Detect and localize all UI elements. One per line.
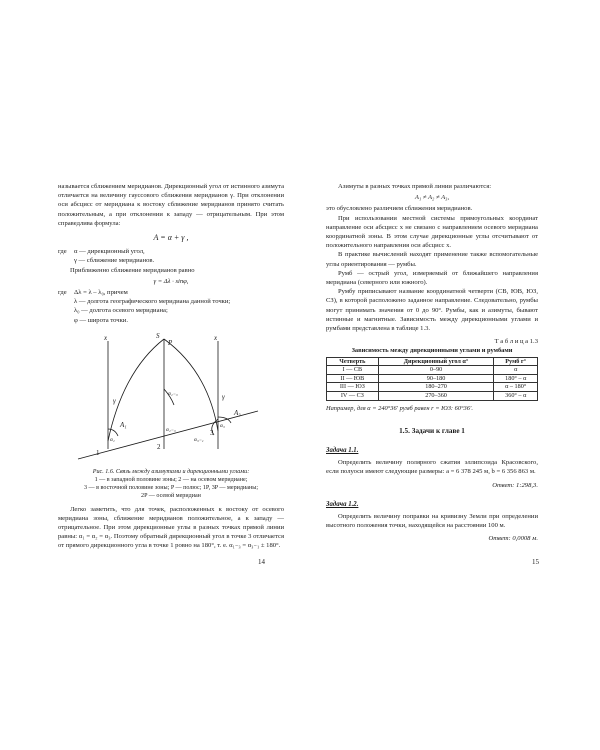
right-paragraph-1: Азимуты в разных точках прямой линии различаются: [338, 183, 492, 190]
label-alpha3: α₃ [220, 422, 225, 429]
label-alpha12: α₁₋₃ [168, 390, 178, 397]
definition-item: где α — дирекционный угол, [58, 248, 145, 256]
table-cell: IV — СЗ [327, 392, 379, 401]
convergence-formula: γ = Δλ · sinφ, [153, 277, 189, 285]
definitions-list-1 [58, 247, 284, 265]
figure-azimuth-diagram [68, 331, 268, 466]
right-page [326, 182, 538, 544]
table-cell: 180° – α [494, 374, 538, 383]
label-alpha1-3: α₁₋₃ [166, 426, 176, 433]
rhumb-table [326, 357, 538, 401]
table-header-cell: Четверть [327, 357, 379, 366]
meridian-3p [164, 339, 218, 431]
figure-caption [58, 468, 284, 501]
task-2-answer: Ответ: 0,0008 м. [488, 535, 538, 543]
right-paragraph-5: Румбу приписывают название координатной четверти (СВ, ЮВ, ЮЗ, СЗ), в которой расположено заданное направление. Следовательно, румбы могут принимать значения от 0 до 90°. Румбы, как и азимуты, бывают истинные и магнитные. Зависимость между дирекционными углами и румбами представлена в таблице 1.3. [326, 288, 538, 333]
right-paragraph-3: В практике вычислений находят применение также вспомогательные углы ориентирования — румбы. [326, 251, 538, 268]
caption-title: Рис. 1.6. Связь между азимутами и дирекционными углами: [92, 468, 250, 475]
right-paragraph-1b: это обусловлено различием сближения меридианов. [326, 205, 473, 213]
caption-line: 1 — в западной половине зоны; 2 — на осевом меридиане; [94, 477, 248, 484]
azimuth-inequality: A₁ ≠ A₂ ≠ A₃, [414, 194, 450, 202]
right-paragraph-4: Румб — острый угол, измеряемый от ближайшего направления меридиана (северного или южного). [326, 269, 538, 287]
task-1-title: Задача 1.1. [326, 447, 359, 455]
caption-line: 3 — в восточной половине зоны; P — полюс; 1P, 3P — меридианы; [83, 485, 259, 492]
table-cell: α [494, 366, 538, 375]
table-cell: α – 180° [494, 383, 538, 392]
label-alpha3-1: α₃₋₁ [194, 436, 204, 443]
azimuth-formula: A = α + γ , [153, 233, 189, 243]
label-point-3: 3 [210, 428, 214, 437]
table-header-cell: Румб r° [494, 357, 538, 366]
label-p: P [168, 338, 173, 347]
table-cell: II — ЮВ [327, 374, 379, 383]
definition-item: φ — широта точки. [74, 316, 128, 324]
caption-line: 2P — осевой меридиан [141, 493, 201, 500]
left-paragraph-2: Приближенно сближение меридианов равно [70, 266, 195, 274]
label-alpha1: α₁ [110, 436, 115, 443]
table-row [327, 383, 538, 392]
task-2-title: Задача 1.2. [326, 500, 359, 508]
label-x1: x [104, 333, 108, 342]
table-cell: 0–90 [378, 366, 494, 375]
left-paragraph-3: Легко заметить, что для точек, расположенных к востоку от осевого меридиана зоны, сближение меридианов положительное, а к западу — отрицательное. При этом дирекционные углы в разных точках прямой линии равны: α₁ = α₂ = α₃. Поэтому обратный дирекционный угол в точке 3 отличается от прямого дирекционного угла в точке 1 ровно на 180°, т. е. α₁₋₃ = α₃₋₁ ± 180°. [58, 505, 284, 550]
table-cell: III — ЮЗ [327, 383, 379, 392]
definitions-list-2 [58, 288, 284, 325]
label-gamma-3: γ [222, 392, 225, 401]
rhumb-example: Например, для α = 240°36′ румб равен r = ЮЗ: 60°36′. [326, 404, 473, 412]
table-cell: I — СВ [327, 366, 379, 375]
table-header-row [327, 357, 538, 366]
table-row [327, 374, 538, 383]
label-a1: A₁ [120, 420, 127, 429]
task-2-text: Определить величину поправки на кривизну Земли при определении высотного положения точки, находящейся на расстоянии 100 м. [326, 513, 538, 530]
label-s: S [156, 331, 160, 340]
left-paragraph-1: называется сближением меридианов. Дирекционный угол от истинного азимута отличается на величину гауссового сближения меридианов γ. При отклонении оси абсцисс от меридиана к востоку сближение меридианов принято считать положительным, а при отклонении к западу — отрицательным. При этом справедлива формула: [58, 183, 284, 227]
page-number-left: 14 [258, 558, 265, 566]
right-paragraph-2: При использовании местной системы прямоугольных координат направление оси абсцисс x не связано с направлением осевого меридиана координатной зоны. В этом случае дирекционные углы отсчитывают от положительного направления оси абсцисс x. [326, 214, 538, 250]
label-gamma-1: γ [113, 396, 116, 405]
table-cell: 360° – α [494, 392, 538, 401]
definition-item: λ₀ — долгота осевого меридиана; [74, 307, 168, 315]
label-point-2: 2 [157, 442, 161, 451]
label-x3: x [214, 333, 218, 342]
page-number-right: 15 [532, 558, 539, 566]
table-row [327, 392, 538, 401]
table-cell: 270–360 [378, 392, 494, 401]
definition-item: λ — долгота географического меридиана данной точки; [74, 298, 231, 306]
table-cell: 90–180 [378, 374, 494, 383]
table-header-cell: Дирекционный угол α° [378, 357, 494, 366]
task-1-text: Определить величину полярного сжатия эллипсоида Красовского, если полуоси имеют следующие размеры: a = 6 378 245 м, b = 6 356 863 м. [326, 459, 538, 476]
table-cell: 180–270 [378, 383, 494, 392]
meridian-1p [108, 339, 164, 441]
table-row [327, 366, 538, 375]
left-page [58, 182, 284, 551]
label-point-1: 1 [96, 448, 100, 457]
definition-item: где Δλ = λ – λ₀, причем [58, 289, 128, 297]
azimuth-diagram-svg [68, 331, 268, 466]
definition-item: γ — сближение меридианов. [74, 257, 155, 265]
line-1-3 [78, 408, 258, 459]
table-title: Зависимость между дирекционными углами и румбами [351, 347, 513, 355]
task-1-answer: Ответ: 1:298,3. [492, 481, 538, 489]
table-label: Т а б л и ц а 1.3 [494, 338, 538, 346]
label-a3: A₃ [234, 408, 241, 417]
section-title: 1.5. Задачи к главе 1 [399, 426, 465, 435]
